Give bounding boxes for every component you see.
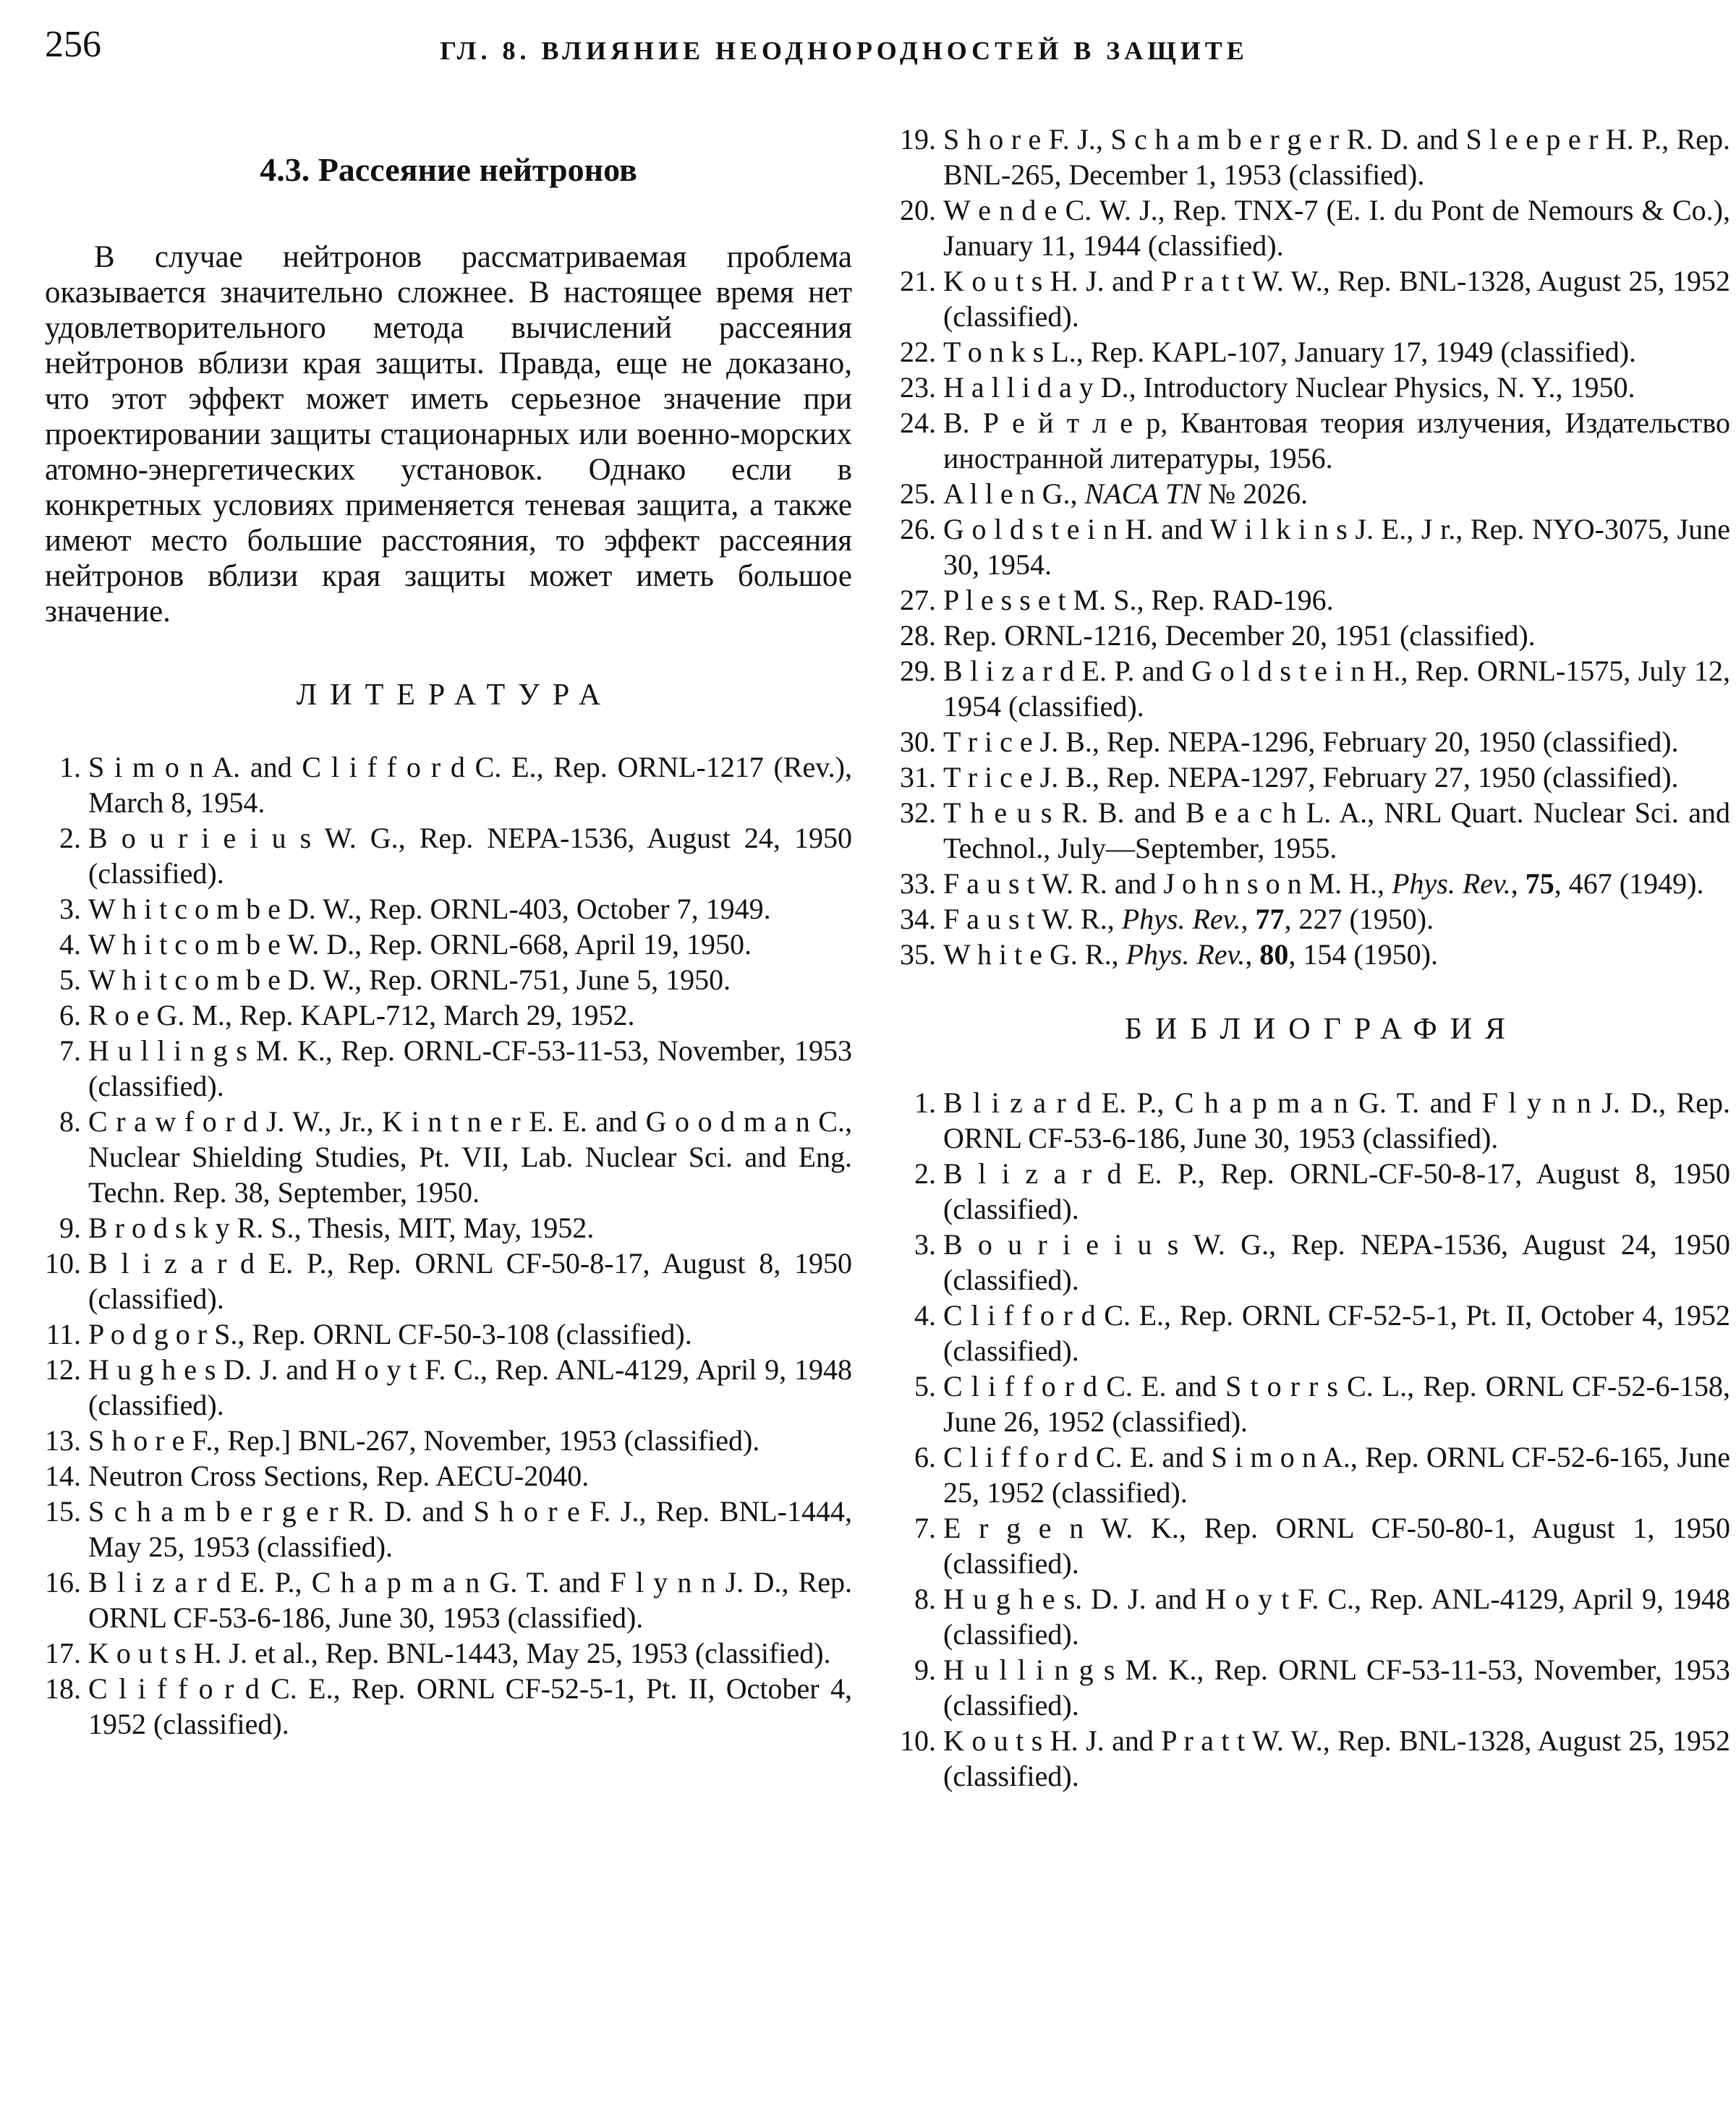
reference-item: 5. W h i t c o m b e D. W., Rep. ORNL-751, June 5, 1950.: [45, 962, 852, 997]
reference-item: 7. E r g e n W. K., Rep. ORNL CF-50-80-1, August 1, 1950 (classified).: [900, 1510, 1730, 1581]
bibliography-heading: БИБЛИОГРАФИЯ: [1124, 1013, 1519, 1046]
reference-item: 10. B l i z a r d E. P., Rep. ORNL CF-50-8-17, August 8, 1950 (classified).: [45, 1246, 852, 1315]
reference-item: 1. S i m o n A. and C l i f f o r d C. E., Rep. ORNL-1217 (Rev.), March 8, 1954.: [45, 749, 852, 820]
reference-item: 15. S c h a m b e r g e r R. D. and S h o r e F. J., Rep. BNL-1444, May 25, 1953 (classified).: [45, 1494, 852, 1563]
reference-item: 26. G o l d s t e i n H. and W i l k i n s J. E., J r., Rep. NYO-3075, June 30, 1954.: [900, 513, 1730, 581]
reference-item: 9. B r o d s k y R. S., Thesis, MIT, May, 1952.: [45, 1210, 852, 1246]
reference-item: 22. T o n k s L., Rep. KAPL-107, January 17, 1949 (classified).: [900, 336, 1637, 368]
reference-item: 17. K o u t s H. J. et al., Rep. BNL-1443, May 25, 1953 (classified).: [45, 1636, 831, 1669]
reference-number: 2.: [59, 821, 81, 854]
reference-item: 28. Rep. ORNL-1216, December 20, 1951 (classified).: [900, 619, 1536, 652]
reference-item: 16. B l i z a r d E. P., C h a p m a n G. T. and F l y n n J. D., Rep. ORNL CF-53-6-186, June 30, 1953 (classified).: [45, 1565, 852, 1634]
literature-list: [45, 749, 852, 1742]
reference-item: 4. C l i f f o r d C. E., Rep. ORNL CF-52-5-1, Pt. II, October 4, 1952 (classified).: [900, 1298, 1730, 1369]
reference-number: 35.: [900, 938, 936, 971]
reference-item: 27. P l e s s e t M. S., Rep. RAD-196.: [900, 584, 1334, 616]
reference-number: 34.: [900, 903, 936, 935]
reference-item: 3. B o u r i e i u s W. G., Rep. NEPA-1536, August 24, 1950 (classified).: [900, 1227, 1730, 1298]
reference-item: 32. T h e u s R. B. and B e a c h L. A., NRL Quart. Nuclear Sci. and Technol., July—September, 1955.: [900, 796, 1730, 864]
reference-item: 9. H u l l i n g s M. K., Rep. ORNL CF-53-11-53, November, 1953 (classified).: [900, 1652, 1730, 1723]
reference-number: 4.: [59, 927, 81, 961]
body-paragraph: В случае нейтронов рассматриваемая проблема оказывается значительно сложнее. В настоящее время нет удовлетворительного метода вычислений рассеяния нейтронов вблизи края защиты. Правда, еще не доказано, что этот эффект может иметь серьезное значение при проектировании защиты стационарных или военно-морских атомно-энергетических установок. Однако если в конкретных условиях применяется теневая защита, а также имеют место большие расстояния, то эффект рассеяния нейтронов вблизи края защиты может иметь большое значение.: [45, 239, 852, 629]
reference-item: 13. S h o r e F., Rep.] BNL-267, November, 1953 (classified).: [45, 1423, 760, 1457]
reference-item: 11. P o d g o r S., Rep. ORNL CF-50-3-108 (classified).: [46, 1317, 692, 1350]
bibliography-list: [900, 1085, 1730, 1794]
reference-item: 14. Neutron Cross Sections, Rep. AECU-2040.: [45, 1459, 590, 1492]
reference-number: 27.: [900, 584, 936, 616]
reference-number: 11.: [46, 1317, 81, 1350]
reference-number: 30.: [900, 725, 936, 758]
reference-number: 28.: [900, 619, 936, 652]
reference-item: 20. W e n d e C. W. J., Rep. TNX-7 (E. I. du Pont de Nemours & Co.), January 11, 1944 (classified).: [900, 194, 1730, 262]
reference-number: 6.: [914, 1441, 936, 1474]
reference-number: 7.: [59, 1034, 81, 1067]
reference-item: 6. R o e G. M., Rep. KAPL-712, March 29, 1952.: [45, 997, 852, 1033]
reference-number: 21.: [900, 265, 936, 297]
reference-number: 12.: [45, 1353, 81, 1386]
reference-number: 5.: [59, 963, 81, 996]
reference-number: 26.: [900, 513, 936, 545]
reference-number: 23.: [900, 371, 936, 404]
reference-item: 35. W h i t e G. R., Phys. Rev., 80, 154 (1950).: [900, 938, 1438, 971]
reference-item: 24. В. Р е й т л е р, Квантовая теория излучения, Издательство иностранной литературы, 1956.: [900, 406, 1730, 474]
reference-number: 13.: [45, 1423, 81, 1457]
reference-item: 4. W h i t c o m b e W. D., Rep. ORNL-668, April 19, 1950.: [45, 927, 852, 962]
reference-number: 7.: [914, 1512, 936, 1545]
reference-number: 22.: [900, 336, 936, 368]
reference-item: 33. F a u s t W. R. and J o h n s o n M. H., Phys. Rev., 75, 467 (1949).: [900, 867, 1704, 900]
reference-number: 8.: [59, 1104, 81, 1138]
reference-number: 31.: [900, 761, 936, 793]
running-header-title: ГЛ. 8. ВЛИЯНИЕ НЕОДНОРОДНОСТЕЙ В ЗАЩИТЕ: [440, 36, 1248, 65]
reference-number: 16.: [45, 1565, 81, 1599]
reference-number: 17.: [45, 1636, 81, 1669]
section-heading: 4.3. Рассеяние нейтронов: [260, 151, 637, 188]
reference-item: 5. C l i f f o r d C. E. and S t o r r s C. L., Rep. ORNL CF-52-6-158, June 26, 1952 (classified).: [900, 1369, 1730, 1439]
reference-number: 32.: [900, 796, 936, 829]
reference-item: 2. B o u r i e i u s W. G., Rep. NEPA-1536, August 24, 1950 (classified).: [45, 820, 852, 891]
reference-item: 25. A l l e n G., NACA TN № 2026.: [900, 477, 1309, 510]
reference-number: 3.: [59, 892, 81, 925]
reference-item: 8. H u g h e s. D. J. and H o y t F. C., Rep. ANL-4129, April 9, 1948 (classified).: [900, 1581, 1730, 1652]
reference-item: 12. H u g h e s D. J. and H o y t F. C., Rep. ANL-4129, April 9, 1948 (classified).: [45, 1353, 852, 1421]
literature-heading: ЛИТЕРАТУРА: [296, 678, 614, 712]
reference-item: 8. C r a w f o r d J. W., Jr., K i n t n e r E. E. and G o o d m a n C., Nuclear Shielding Studies, Pt. VII, Lab. Nuclear Sci. and Eng. Techn. Rep. 38, September, 1950.: [45, 1104, 852, 1210]
reference-item: 23. H a l l i d a y D., Introductory Nuclear Physics, N. Y., 1950.: [900, 371, 1635, 404]
reference-number: 5.: [914, 1370, 936, 1403]
reference-item: 10. K o u t s H. J. and P r a t t W. W., Rep. BNL-1328, August 25, 1952 (classified).: [900, 1724, 1730, 1793]
reference-item: 3. W h i t c o m b e D. W., Rep. ORNL-403, October 7, 1949.: [45, 891, 852, 927]
reference-number: 9.: [914, 1653, 936, 1687]
reference-item: 7. H u l l i n g s M. K., Rep. ORNL-CF-53-11-53, November, 1953 (classified).: [45, 1033, 852, 1104]
reference-number: 14.: [45, 1459, 81, 1492]
literature-list-continued: [900, 122, 1730, 972]
reference-number: 9.: [59, 1211, 81, 1244]
reference-number: 24.: [900, 406, 936, 439]
reference-number: 1.: [59, 750, 81, 783]
reference-item: 6. C l i f f o r d C. E. and S i m o n A., Rep. ORNL CF-52-6-165, June 25, 1952 (classified).: [900, 1439, 1730, 1510]
reference-item: 18. C l i f f o r d C. E., Rep. ORNL CF-52-5-1, Pt. II, October 4, 1952 (classified).: [45, 1672, 852, 1740]
reference-item: 34. F a u s t W. R., Phys. Rev., 77, 227 (1950).: [900, 903, 1434, 935]
right-column: [900, 0, 1730, 1794]
reference-number: 29.: [900, 655, 936, 687]
reference-item: 19. S h o r e F. J., S c h a m b e r g e r R. D. and S l e e p e r H. P., Rep. BNL-265, December 1, 1953 (classified).: [900, 123, 1730, 191]
reference-number: 2.: [914, 1157, 936, 1191]
reference-number: 15.: [45, 1494, 81, 1528]
reference-number: 19.: [900, 123, 936, 156]
reference-number: 4.: [914, 1299, 936, 1332]
reference-item: 2. B l i z a r d E. P., Rep. ORNL-CF-50-8-17, August 8, 1950 (classified).: [900, 1156, 1730, 1227]
reference-item: 1. B l i z a r d E. P., C h a p m a n G. T. and F l y n n J. D., Rep. ORNL CF-53-6-186, June 30, 1953 (classified).: [900, 1085, 1730, 1156]
reference-item: 21. K o u t s H. J. and P r a t t W. W., Rep. BNL-1328, August 25, 1952 (classified).: [900, 265, 1730, 333]
reference-number: 20.: [900, 194, 936, 226]
reference-number: 8.: [914, 1583, 936, 1616]
reference-number: 10.: [900, 1724, 936, 1758]
reference-item: 30. T r i c e J. B., Rep. NEPA-1296, February 20, 1950 (classified).: [900, 725, 1679, 758]
reference-number: 33.: [900, 867, 936, 900]
reference-item: 31. T r i c e J. B., Rep. NEPA-1297, February 27, 1950 (classified).: [900, 761, 1679, 793]
reference-number: 10.: [45, 1246, 81, 1280]
page-number: 256: [45, 24, 101, 65]
reference-item: 29. B l i z a r d E. P. and G o l d s t e i n H., Rep. ORNL-1575, July 12, 1954 (classified).: [900, 655, 1730, 723]
reference-number: 1.: [914, 1086, 936, 1120]
reference-number: 6.: [59, 998, 81, 1031]
reference-number: 18.: [45, 1672, 81, 1705]
reference-number: 3.: [914, 1228, 936, 1261]
left-column: [45, 0, 852, 1742]
reference-number: 25.: [900, 477, 936, 510]
